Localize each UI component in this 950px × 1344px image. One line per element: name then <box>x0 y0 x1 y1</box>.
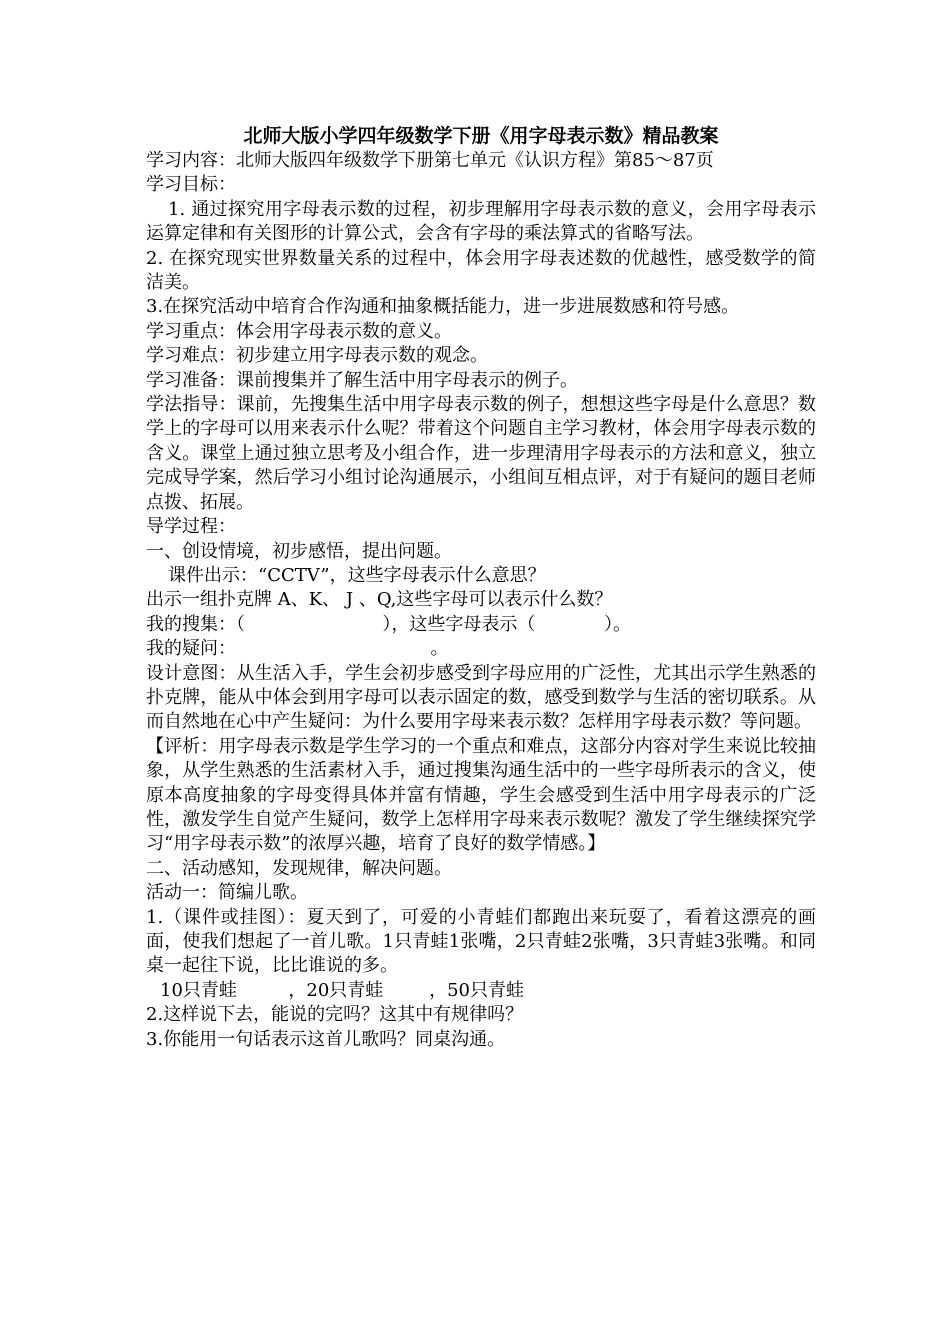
paragraph-frog-song: 1.（课件或挂图）：夏天到了，可爱的小青蛙们都跑出来玩耍了，看着这漂亮的画面，使我们想起了一首儿歌。1只青蛙1张嘴，2只青蛙2张嘴，3只青蛙3张嘴。和同桌一起往下说，比比谁说的多。 <box>146 906 816 977</box>
paragraph-section-one: 一、创设情境，初步感悟，提出问题。 <box>146 540 452 562</box>
paragraph-goal-3: 3.在探究活动中培育合作沟通和抽象概括能力，进一步进展数感和符号感。 <box>146 296 740 318</box>
paragraph-learning-goals-heading: 学习目标： <box>146 174 236 196</box>
paragraph-question-2: 2.这样说下去，能说的完吗？这其中有规律吗？ <box>146 1004 524 1026</box>
paragraph-question-3: 3.你能用一句话表示这首儿歌吗？同桌沟通。 <box>146 1028 506 1050</box>
paragraph-activity-one: 活动一：简编儿歌。 <box>146 882 308 904</box>
paragraph-preparation: 学习准备：课前搜集并了解生活中用字母表示的例子。 <box>146 369 578 391</box>
paragraph-learning-content: 学习内容：北师大版四年级数学下册第七单元《认识方程》第85～87页 <box>146 150 714 171</box>
paragraph-section-two: 二、活动感知，发现规律，解决问题。 <box>146 857 452 879</box>
document-title: 北师大版小学四年级数学下册《用字母表示数》精品教案 <box>243 125 719 147</box>
paragraph-method-guide: 学法指导：课前，先搜集生活中用字母表示数的例子，想想这些字母是什么意思？数学上的字母可以用来表示什么呢？带着这个问题自主学习教材，体会用字母表示数的含义。课堂上通过独立思考及小组合作，进一步理清用字母表示的方法和意义，独立完成导学案，然后学习小组讨论沟通展示，小组间互相点评，对于有疑问的题目老师点拨、拓展。 <box>146 394 816 513</box>
paragraph-key-point: 学习重点：体会用字母表示数的意义。 <box>146 320 452 342</box>
paragraph-process-heading: 导学过程： <box>146 516 236 538</box>
paragraph-goal-2: 2. 在探究现实世界数量关系的过程中，体会用字母表述数的优越性，感受数学的简洁美。 <box>146 247 816 294</box>
paragraph-goal-1: 1. 通过探究用字母表示数的过程，初步理解用字母表示数的意义，会用字母表示运算定律和有关图形的计算公式，会含有字母的乘法算式的省略写法。 <box>146 198 816 245</box>
document-page <box>146 123 816 1052</box>
paragraph-my-collection: 我的搜集：（ ），这些字母表示（ ）。 <box>146 613 631 635</box>
paragraph-difficulty: 学习难点：初步建立用字母表示数的观念。 <box>146 345 488 367</box>
paragraph-poker: 出示一组扑克牌 A、K、 J 、Q,这些字母可以表示什么数？ <box>146 589 613 611</box>
paragraph-frog-blanks: 10只青蛙 ，20只青蛙 ，50只青蛙 <box>160 979 524 1001</box>
paragraph-commentary: 【评析：用字母表示数是学生学习的一个重点和难点，这部分内容对学生来说比较抽象，从学生熟悉的生活素材入手，通过搜集沟通生活中的一些字母所表示的含义，使原本高度抽象的字母变得具体并富有情趣，学生会感受到生活中用字母表示的广泛性，激发学生自觉产生疑问，数学上怎样用字母来表示数呢？激发了学生继续探究学习“用字母表示数”的浓厚兴趣，培育了良好的数学情感。】 <box>146 735 816 855</box>
paragraph-cctv: 课件出示：“CCTV”，这些字母表示什么意思？ <box>168 564 546 586</box>
paragraph-design-intent: 设计意图：从生活入手，学生会初步感受到字母应用的广泛性，尤其出示学生熟悉的扑克牌，能从中体会到用字母可以表示固定的数，感受到数学与生活的密切联系。从而自然地在心中产生疑问：为什么要用字母来表示数？怎样用字母表示数？等问题。 <box>146 662 816 733</box>
document-body <box>146 149 816 1052</box>
paragraph-my-question: 我的疑问： 。 <box>146 638 449 660</box>
